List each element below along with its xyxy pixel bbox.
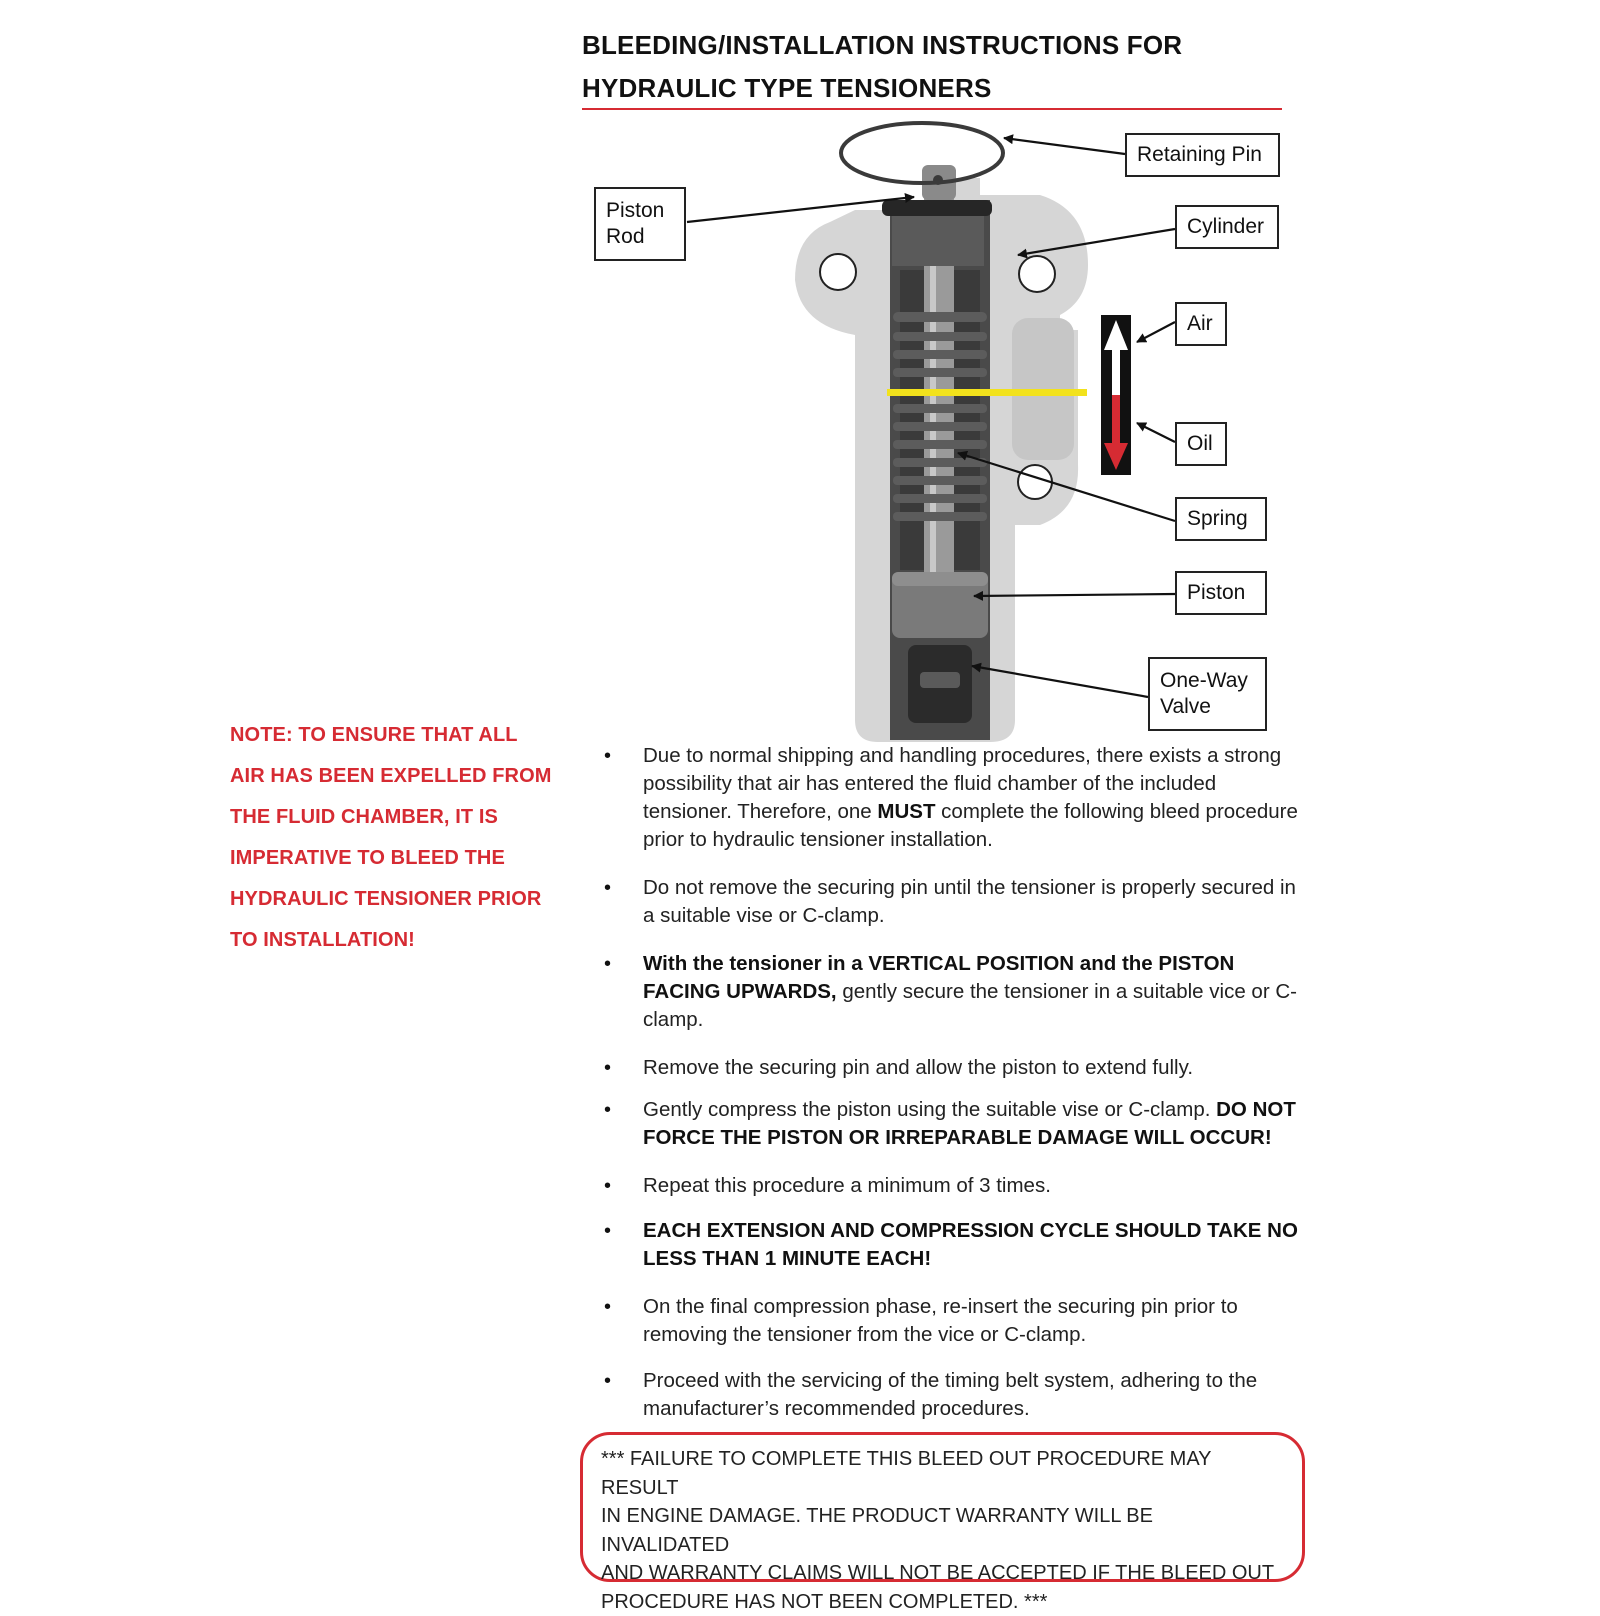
note-line-6: TO INSTALLATION! — [230, 920, 560, 961]
instruction-list — [600, 742, 1300, 1423]
bleed-note — [230, 715, 560, 961]
warning-line-4: PROCEDURE HAS NOT BEEN COMPLETED. *** — [601, 1588, 1284, 1616]
label-cylinder-text: Cylinder — [1187, 214, 1264, 240]
note-line-4: IMPERATIVE TO BLEED THE — [230, 838, 560, 879]
instruction-item: • Remove the securing pin and allow the piston to extend fully. — [600, 1054, 1300, 1082]
air-oil-indicator — [1101, 315, 1131, 475]
label-air — [1175, 302, 1227, 346]
instruction-item: • With the tensioner in a VERTICAL POSITION and the PISTON FACING UPWARDS, gently secure the tensioner in a suitable vice or C-clamp. — [600, 950, 1300, 1034]
warning-line-1: *** FAILURE TO COMPLETE THIS BLEED OUT PROCEDURE MAY RESULT — [601, 1445, 1284, 1502]
label-air-text: Air — [1187, 311, 1213, 337]
label-piston-rod-line-2: Rod — [606, 224, 645, 250]
instruction-item: • Do not remove the securing pin until the tensioner is properly secured in a suitable vise or C-clamp. — [600, 874, 1300, 930]
label-one-way-valve-line-1: One-Way — [1160, 668, 1248, 694]
instruction-item: • Gently compress the piston using the suitable vise or C-clamp. DO NOT FORCE THE PISTON OR IRREPARABLE DAMAGE WILL OCCUR! — [600, 1096, 1300, 1152]
label-spring-text: Spring — [1187, 506, 1248, 532]
label-retaining-pin — [1125, 133, 1280, 177]
label-piston-text: Piston — [1187, 580, 1245, 606]
note-line-2: AIR HAS BEEN EXPELLED FROM — [230, 756, 560, 797]
warranty-warning-box — [580, 1432, 1305, 1582]
label-piston-rod-line-1: Piston — [606, 198, 664, 224]
label-piston — [1175, 571, 1267, 615]
mounting-hole-right — [1019, 256, 1055, 292]
instruction-item: • On the final compression phase, re-insert the securing pin prior to removing the tensioner from the vice or C-clamp. — [600, 1293, 1300, 1349]
instruction-item: • Due to normal shipping and handling procedures, there exists a strong possibility that air has entered the fluid chamber of the included tensioner. Therefore, one MUST complete the following bleed procedure prior to hydraulic tensioner installation. — [600, 742, 1300, 854]
label-cylinder — [1175, 205, 1279, 249]
label-retaining-pin-text: Retaining Pin — [1137, 142, 1262, 168]
warning-line-2: IN ENGINE DAMAGE. THE PRODUCT WARRANTY WILL BE INVALIDATED — [601, 1502, 1284, 1559]
warning-line-3: AND WARRANTY CLAIMS WILL NOT BE ACCEPTED IF THE BLEED OUT — [601, 1559, 1284, 1588]
note-line-5: HYDRAULIC TENSIONER PRIOR — [230, 879, 560, 920]
label-piston-rod — [594, 187, 686, 261]
instruction-item: • Repeat this procedure a minimum of 3 times. — [600, 1172, 1300, 1200]
label-one-way-valve — [1148, 657, 1267, 731]
title-line-1: BLEEDING/INSTALLATION INSTRUCTIONS FOR — [582, 24, 1282, 67]
note-line-1: NOTE: TO ENSURE THAT ALL — [230, 715, 560, 756]
instruction-item: • Proceed with the servicing of the timing belt system, adhering to the manufacturer’s recommended procedures. — [600, 1367, 1300, 1423]
mounting-hole-left — [820, 254, 856, 290]
label-oil-text: Oil — [1187, 431, 1213, 457]
note-line-3: THE FLUID CHAMBER, IT IS — [230, 797, 560, 838]
oil-level-line — [887, 389, 1087, 396]
piston-rod-cap — [882, 200, 992, 216]
label-spring — [1175, 497, 1267, 541]
title-line-2: HYDRAULIC TYPE TENSIONERS — [582, 67, 1282, 110]
label-oil — [1175, 422, 1227, 466]
instruction-item: • EACH EXTENSION AND COMPRESSION CYCLE SHOULD TAKE NO LESS THAN 1 MINUTE EACH! — [600, 1217, 1300, 1273]
label-one-way-valve-line-2: Valve — [1160, 694, 1211, 720]
